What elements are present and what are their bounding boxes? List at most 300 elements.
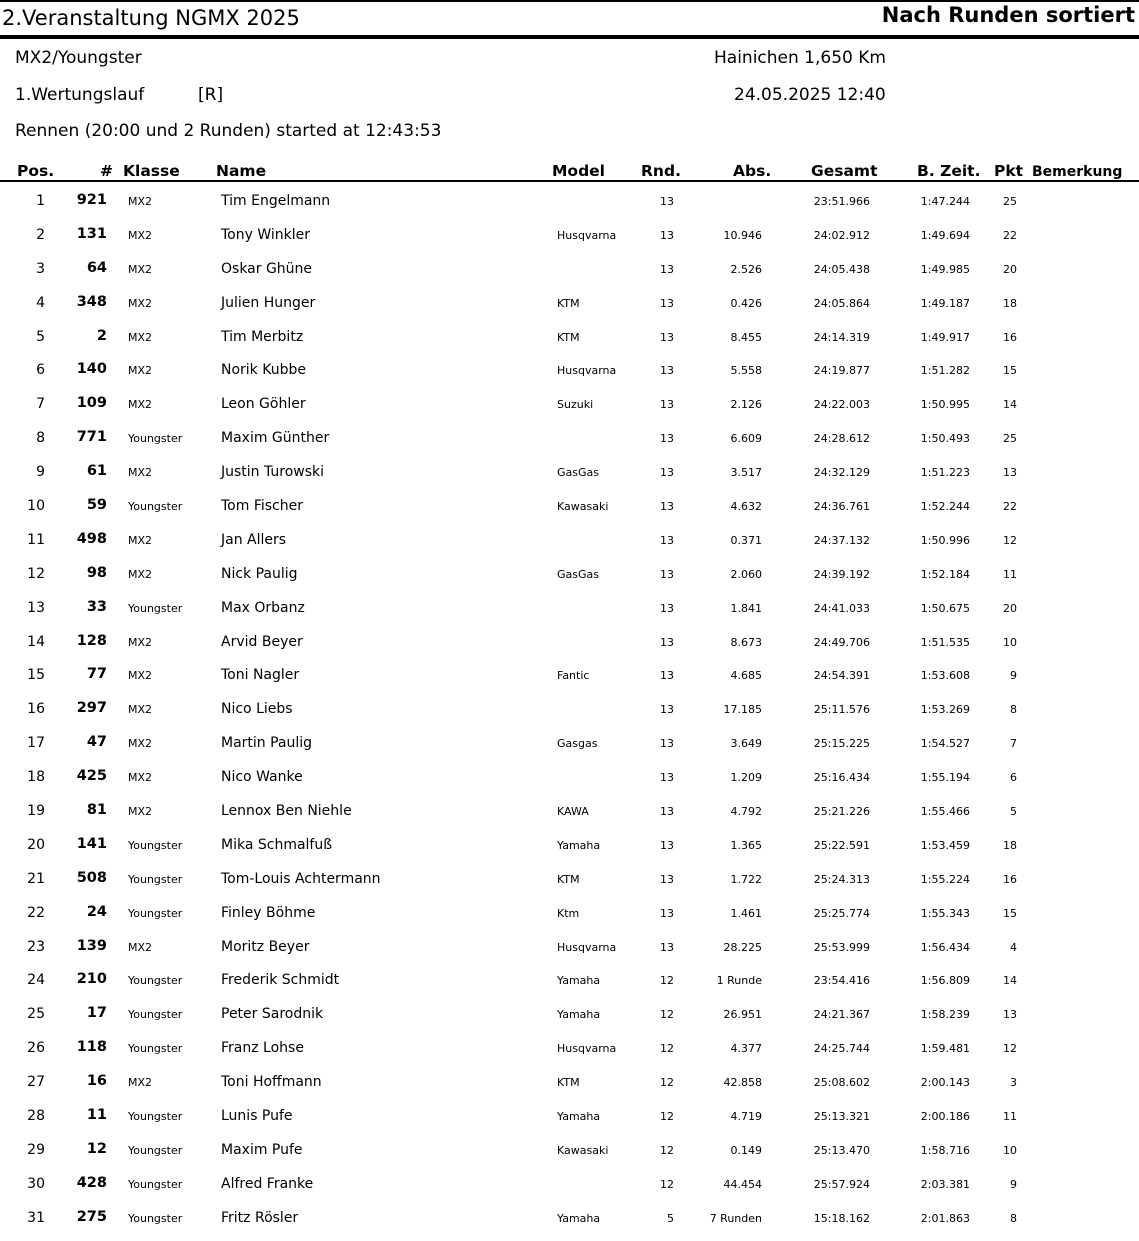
best-lap-cell: 1:55.343 xyxy=(920,906,970,920)
table-row xyxy=(0,387,1139,421)
position-cell: 5 xyxy=(36,328,45,345)
table-row xyxy=(0,963,1139,997)
gap-cell: 4.719 xyxy=(730,1110,762,1124)
points-cell: 11 xyxy=(1003,567,1017,581)
model-cell: GasGas xyxy=(557,466,599,480)
total-time-cell: 25:25.774 xyxy=(813,906,870,920)
col-klasse: Klasse xyxy=(123,162,180,180)
start-number-cell: 141 xyxy=(76,835,107,852)
best-lap-cell: 1:49.917 xyxy=(920,330,970,344)
points-cell: 8 xyxy=(1010,703,1017,717)
track-info: Hainichen 1,650 Km xyxy=(714,48,886,68)
model-cell: KTM xyxy=(557,330,580,344)
position-cell: 26 xyxy=(27,1040,45,1057)
total-time-cell: 24:41.033 xyxy=(813,601,870,615)
gap-cell: 5.558 xyxy=(730,364,762,378)
start-number-cell: 771 xyxy=(76,429,107,446)
sort-label: Nach Runden sortiert xyxy=(881,3,1135,27)
class-cell: MX2 xyxy=(128,466,153,480)
start-number-cell: 210 xyxy=(76,971,107,988)
gap-cell: 1.209 xyxy=(730,771,762,785)
gap-cell: 0.371 xyxy=(730,533,762,547)
laps-cell: 13 xyxy=(660,466,674,480)
total-time-cell: 24:02.912 xyxy=(813,228,870,242)
table-row xyxy=(0,997,1139,1031)
gap-cell: 8.455 xyxy=(730,330,762,344)
table-row xyxy=(0,760,1139,794)
table-row xyxy=(0,489,1139,523)
model-cell: Yamaha xyxy=(557,1110,601,1124)
total-time-cell: 25:08.602 xyxy=(813,1076,870,1090)
gap-cell: 10.946 xyxy=(723,228,762,242)
points-cell: 20 xyxy=(1003,601,1017,615)
model-cell: KTM xyxy=(557,872,580,886)
total-time-cell: 24:54.391 xyxy=(813,669,870,683)
table-row xyxy=(0,862,1139,896)
laps-cell: 13 xyxy=(660,703,674,717)
laps-cell: 13 xyxy=(660,533,674,547)
table-row xyxy=(0,591,1139,625)
gap-cell: 44.454 xyxy=(723,1177,762,1191)
total-time-cell: 25:24.313 xyxy=(813,872,870,886)
best-lap-cell: 1:58.239 xyxy=(920,1008,970,1022)
position-cell: 16 xyxy=(27,701,45,718)
race-datetime: 24.05.2025 12:40 xyxy=(734,85,886,105)
rider-name-cell: Tim Merbitz xyxy=(221,328,304,345)
start-number-cell: 921 xyxy=(76,192,107,208)
rider-name-cell: Jan Allers xyxy=(221,531,287,548)
points-cell: 5 xyxy=(1010,805,1017,819)
gap-cell: 4.792 xyxy=(730,805,762,819)
points-cell: 13 xyxy=(1003,1008,1017,1022)
total-time-cell: 24:05.438 xyxy=(813,262,870,276)
best-lap-cell: 2:03.381 xyxy=(920,1177,970,1191)
col-bemerkung: Bemerkung xyxy=(1032,164,1123,180)
best-lap-cell: 1:47.244 xyxy=(920,195,970,208)
rider-name-cell: Nico Liebs xyxy=(221,701,293,718)
best-lap-cell: 1:50.995 xyxy=(920,398,970,412)
best-lap-cell: 1:52.244 xyxy=(920,500,970,514)
class-cell: MX2 xyxy=(128,296,153,310)
best-lap-cell: 2:01.863 xyxy=(920,1211,970,1225)
model-cell: Yamaha xyxy=(557,838,601,852)
position-cell: 25 xyxy=(27,1006,45,1023)
header-divider xyxy=(0,35,1139,39)
class-cell: MX2 xyxy=(128,262,153,276)
position-cell: 24 xyxy=(27,972,45,989)
rider-name-cell: Norik Kubbe xyxy=(221,362,306,379)
rider-name-cell: Arvid Beyer xyxy=(221,633,303,650)
col-model: Model xyxy=(552,162,605,180)
position-cell: 30 xyxy=(27,1175,45,1192)
position-cell: 12 xyxy=(27,565,45,582)
points-cell: 6 xyxy=(1010,771,1017,785)
col-name: Name xyxy=(216,162,267,180)
laps-cell: 13 xyxy=(660,601,674,615)
rider-name-cell: Max Orbanz xyxy=(221,599,305,616)
class-cell: Youngster xyxy=(128,1177,183,1191)
rider-name-cell: Finley Böhme xyxy=(221,904,316,921)
col-bzeit: B. Zeit. xyxy=(917,162,981,180)
table-row xyxy=(0,252,1139,286)
table-row xyxy=(0,726,1139,760)
position-cell: 28 xyxy=(27,1108,45,1125)
position-cell: 21 xyxy=(27,870,45,887)
class-cell: Youngster xyxy=(128,1211,183,1225)
table-row xyxy=(0,218,1139,252)
col-pos: Pos. xyxy=(17,162,55,180)
position-cell: 13 xyxy=(27,599,45,616)
class-cell: Youngster xyxy=(128,1143,183,1157)
col-pkt: Pkt xyxy=(994,162,1024,180)
model-cell: KAWA xyxy=(557,805,589,819)
laps-cell: 13 xyxy=(660,805,674,819)
laps-cell: 13 xyxy=(660,906,674,920)
points-cell: 13 xyxy=(1003,466,1017,480)
total-time-cell: 25:11.576 xyxy=(813,703,870,717)
best-lap-cell: 1:53.269 xyxy=(920,703,970,717)
laps-cell: 12 xyxy=(660,1177,674,1191)
rider-name-cell: Oskar Ghüne xyxy=(221,260,313,277)
total-time-cell: 25:15.225 xyxy=(813,737,870,751)
model-cell: Husqvarna xyxy=(557,940,617,954)
table-row xyxy=(0,625,1139,659)
class-cell: MX2 xyxy=(128,533,153,547)
total-time-cell: 25:21.226 xyxy=(813,805,870,819)
position-cell: 19 xyxy=(27,803,45,820)
laps-cell: 13 xyxy=(660,635,674,649)
position-cell: 14 xyxy=(27,633,45,650)
class-cell: Youngster xyxy=(128,1008,183,1022)
position-cell: 27 xyxy=(27,1074,45,1091)
rider-name-cell: Julien Hunger xyxy=(221,294,316,311)
position-cell: 22 xyxy=(27,904,45,921)
points-cell: 16 xyxy=(1003,872,1017,886)
table-row xyxy=(0,455,1139,489)
best-lap-cell: 1:59.481 xyxy=(920,1042,970,1056)
total-time-cell: 25:13.470 xyxy=(813,1143,870,1157)
class-cell: MX2 xyxy=(128,364,153,378)
table-row xyxy=(0,353,1139,387)
gap-cell: 3.649 xyxy=(730,737,762,751)
start-number-cell: 11 xyxy=(86,1107,107,1124)
table-row xyxy=(0,896,1139,930)
start-number-cell: 33 xyxy=(86,598,107,615)
laps-cell: 13 xyxy=(660,669,674,683)
position-cell: 10 xyxy=(27,498,45,515)
rider-name-cell: Toni Nagler xyxy=(221,667,300,684)
rider-name-cell: Franz Lohse xyxy=(221,1040,304,1057)
position-cell: 31 xyxy=(27,1209,45,1226)
position-cell: 8 xyxy=(36,430,45,447)
points-cell: 22 xyxy=(1003,228,1017,242)
total-time-cell: 24:05.864 xyxy=(813,296,870,310)
position-cell: 4 xyxy=(36,294,45,311)
model-cell: Husqvarna xyxy=(557,1042,617,1056)
position-cell: 1 xyxy=(36,193,45,209)
points-cell: 22 xyxy=(1003,500,1017,514)
model-cell: GasGas xyxy=(557,567,599,581)
class-cell: Youngster xyxy=(128,500,183,514)
best-lap-cell: 1:56.809 xyxy=(920,974,970,988)
best-lap-cell: 1:51.282 xyxy=(920,364,970,378)
best-lap-cell: 1:51.223 xyxy=(920,466,970,480)
table-row xyxy=(0,1099,1139,1133)
gap-cell: 1 Runde xyxy=(716,974,762,988)
points-cell: 12 xyxy=(1003,1042,1017,1056)
gap-cell: 4.685 xyxy=(730,669,762,683)
gap-cell: 1.722 xyxy=(730,872,762,886)
table-row xyxy=(0,421,1139,455)
total-time-cell: 23:54.416 xyxy=(813,974,870,988)
gap-cell: 4.632 xyxy=(730,500,762,514)
model-cell: Yamaha xyxy=(557,1008,601,1022)
total-time-cell: 24:22.003 xyxy=(813,398,870,412)
rider-name-cell: Maxim Pufe xyxy=(221,1141,303,1158)
best-lap-cell: 2:00.143 xyxy=(920,1076,970,1090)
total-time-cell: 24:19.877 xyxy=(813,364,870,378)
points-cell: 9 xyxy=(1010,1177,1017,1191)
laps-cell: 13 xyxy=(660,296,674,310)
laps-cell: 13 xyxy=(660,432,674,446)
model-cell: Kawasaki xyxy=(557,500,609,514)
position-cell: 2 xyxy=(36,226,45,243)
class-cell: MX2 xyxy=(128,228,153,242)
total-time-cell: 24:25.744 xyxy=(813,1042,870,1056)
start-number-cell: 275 xyxy=(76,1208,107,1225)
total-time-cell: 24:21.367 xyxy=(813,1008,870,1022)
class-cell: Youngster xyxy=(128,974,183,988)
start-number-cell: 128 xyxy=(76,632,107,649)
points-cell: 8 xyxy=(1010,1211,1017,1225)
position-cell: 29 xyxy=(27,1141,45,1158)
points-cell: 20 xyxy=(1003,262,1017,276)
best-lap-cell: 1:56.434 xyxy=(920,940,970,954)
rider-name-cell: Leon Göhler xyxy=(221,396,306,413)
gap-cell: 0.149 xyxy=(730,1143,762,1157)
laps-cell: 13 xyxy=(660,838,674,852)
best-lap-cell: 2:00.186 xyxy=(920,1110,970,1124)
start-number-cell: 2 xyxy=(96,327,107,344)
total-time-cell: 24:14.319 xyxy=(813,330,870,344)
position-cell: 20 xyxy=(27,836,45,853)
laps-cell: 12 xyxy=(660,1143,674,1157)
points-cell: 15 xyxy=(1003,906,1017,920)
gap-cell: 1.841 xyxy=(730,601,762,615)
best-lap-cell: 1:55.466 xyxy=(920,805,970,819)
class-cell: MX2 xyxy=(128,940,153,954)
gap-cell: 2.126 xyxy=(730,398,762,412)
points-cell: 16 xyxy=(1003,330,1017,344)
model-cell: Husqvarna xyxy=(557,364,617,378)
class-cell: Youngster xyxy=(128,1042,183,1056)
best-lap-cell: 1:49.694 xyxy=(920,228,970,242)
col-rnd: Rnd. xyxy=(641,162,681,180)
heat-flag: [R] xyxy=(198,85,224,105)
laps-cell: 12 xyxy=(660,974,674,988)
class-cell: MX2 xyxy=(128,195,153,208)
table-row xyxy=(0,794,1139,828)
rider-name-cell: Martin Paulig xyxy=(221,735,313,752)
points-cell: 14 xyxy=(1003,398,1017,412)
points-cell: 25 xyxy=(1003,432,1017,446)
gap-cell: 4.377 xyxy=(730,1042,762,1056)
class-cell: MX2 xyxy=(128,669,153,683)
table-row xyxy=(0,184,1139,218)
laps-cell: 13 xyxy=(660,771,674,785)
class-cell: Youngster xyxy=(128,432,183,446)
start-number-cell: 425 xyxy=(76,768,107,785)
start-number-cell: 81 xyxy=(86,802,107,819)
best-lap-cell: 1:49.985 xyxy=(920,262,970,276)
laps-cell: 5 xyxy=(667,1211,674,1225)
position-cell: 9 xyxy=(36,464,45,481)
best-lap-cell: 1:50.675 xyxy=(920,601,970,615)
gap-cell: 6.609 xyxy=(730,432,762,446)
gap-cell: 7 Runden xyxy=(709,1211,762,1225)
model-cell: Husqvarna xyxy=(557,228,617,242)
laps-cell: 13 xyxy=(660,228,674,242)
table-row xyxy=(0,1201,1139,1235)
total-time-cell: 24:49.706 xyxy=(813,635,870,649)
rider-name-cell: Frederik Schmidt xyxy=(221,972,340,989)
total-time-cell: 25:22.591 xyxy=(813,838,870,852)
col-abs: Abs. xyxy=(733,162,772,180)
best-lap-cell: 1:55.224 xyxy=(920,872,970,886)
best-lap-cell: 1:50.493 xyxy=(920,432,970,446)
rider-name-cell: Alfred Franke xyxy=(221,1175,314,1192)
points-cell: 11 xyxy=(1003,1110,1017,1124)
start-number-cell: 12 xyxy=(86,1140,107,1157)
gap-cell: 42.858 xyxy=(723,1076,762,1090)
start-number-cell: 61 xyxy=(86,463,107,480)
points-cell: 18 xyxy=(1003,296,1017,310)
start-number-cell: 348 xyxy=(76,293,107,310)
start-number-cell: 508 xyxy=(76,869,107,886)
total-time-cell: 23:51.966 xyxy=(813,195,870,208)
model-cell: Ktm xyxy=(557,906,580,920)
class-cell: MX2 xyxy=(128,1076,153,1090)
total-time-cell: 25:13.321 xyxy=(813,1110,870,1124)
gap-cell: 0.426 xyxy=(730,296,762,310)
best-lap-cell: 1:54.527 xyxy=(920,737,970,751)
table-row xyxy=(0,692,1139,726)
class-cell: Youngster xyxy=(128,872,183,886)
top-rule xyxy=(0,0,1139,2)
gap-cell: 26.951 xyxy=(723,1008,762,1022)
table-row xyxy=(0,1133,1139,1167)
class-cell: MX2 xyxy=(128,330,153,344)
laps-cell: 12 xyxy=(660,1008,674,1022)
start-number-cell: 59 xyxy=(86,497,107,514)
total-time-cell: 25:53.999 xyxy=(813,940,870,954)
class-cell: MX2 xyxy=(128,703,153,717)
table-row xyxy=(0,1031,1139,1065)
laps-cell: 13 xyxy=(660,940,674,954)
start-number-cell: 140 xyxy=(76,361,107,378)
best-lap-cell: 1:53.459 xyxy=(920,838,970,852)
table-header-rule xyxy=(0,180,1139,182)
points-cell: 12 xyxy=(1003,533,1017,547)
gap-cell: 1.461 xyxy=(730,906,762,920)
total-time-cell: 24:28.612 xyxy=(813,432,870,446)
points-cell: 10 xyxy=(1003,635,1017,649)
points-cell: 25 xyxy=(1003,195,1017,208)
best-lap-cell: 1:53.608 xyxy=(920,669,970,683)
table-row xyxy=(0,286,1139,320)
rider-name-cell: Lennox Ben Niehle xyxy=(221,803,352,820)
class-cell: Youngster xyxy=(128,601,183,615)
points-cell: 15 xyxy=(1003,364,1017,378)
total-time-cell: 24:36.761 xyxy=(813,500,870,514)
class-cell: MX2 xyxy=(128,398,153,412)
model-cell: Yamaha xyxy=(557,1211,601,1225)
gap-cell: 1.365 xyxy=(730,838,762,852)
gap-cell: 17.185 xyxy=(723,703,762,717)
start-number-cell: 77 xyxy=(86,666,107,683)
points-cell: 10 xyxy=(1003,1143,1017,1157)
model-cell: Yamaha xyxy=(557,974,601,988)
table-row xyxy=(0,523,1139,557)
position-cell: 3 xyxy=(36,260,45,277)
laps-cell: 13 xyxy=(660,567,674,581)
start-number-cell: 47 xyxy=(86,734,107,751)
heat-label: 1.Wertungslauf xyxy=(15,85,145,105)
table-row xyxy=(0,1167,1139,1201)
table-row xyxy=(0,557,1139,591)
total-time-cell: 24:32.129 xyxy=(813,466,870,480)
class-cell: MX2 xyxy=(128,805,153,819)
points-cell: 14 xyxy=(1003,974,1017,988)
gap-cell: 2.526 xyxy=(730,262,762,276)
table-row xyxy=(0,320,1139,354)
position-cell: 15 xyxy=(27,667,45,684)
start-number-cell: 98 xyxy=(86,564,107,581)
position-cell: 7 xyxy=(36,396,45,413)
laps-cell: 13 xyxy=(660,737,674,751)
gap-cell: 8.673 xyxy=(730,635,762,649)
start-number-cell: 428 xyxy=(76,1174,107,1191)
col-num: # xyxy=(100,162,113,180)
class-cell: MX2 xyxy=(128,737,153,751)
model-cell: Kawasaki xyxy=(557,1143,609,1157)
laps-cell: 13 xyxy=(660,195,674,208)
start-number-cell: 64 xyxy=(86,259,107,276)
laps-cell: 13 xyxy=(660,500,674,514)
laps-cell: 13 xyxy=(660,364,674,378)
rider-name-cell: Toni Hoffmann xyxy=(221,1074,322,1091)
class-cell: MX2 xyxy=(128,771,153,785)
best-lap-cell: 1:49.187 xyxy=(920,296,970,310)
rider-name-cell: Nick Paulig xyxy=(221,565,298,582)
rider-name-cell: Peter Sarodnik xyxy=(221,1006,324,1023)
total-time-cell: 24:39.192 xyxy=(813,567,870,581)
table-row xyxy=(0,658,1139,692)
laps-cell: 12 xyxy=(660,1042,674,1056)
total-time-cell: 25:16.434 xyxy=(813,771,870,785)
points-cell: 7 xyxy=(1010,737,1017,751)
class-cell: Youngster xyxy=(128,906,183,920)
best-lap-cell: 1:52.184 xyxy=(920,567,970,581)
model-cell: Suzuki xyxy=(557,398,594,412)
laps-cell: 13 xyxy=(660,872,674,886)
position-cell: 6 xyxy=(36,362,45,379)
race-info: Rennen (20:00 und 2 Runden) started at 12:43:53 xyxy=(15,121,442,141)
start-number-cell: 17 xyxy=(86,1005,107,1022)
laps-cell: 13 xyxy=(660,398,674,412)
points-cell: 18 xyxy=(1003,838,1017,852)
start-number-cell: 131 xyxy=(76,225,107,242)
